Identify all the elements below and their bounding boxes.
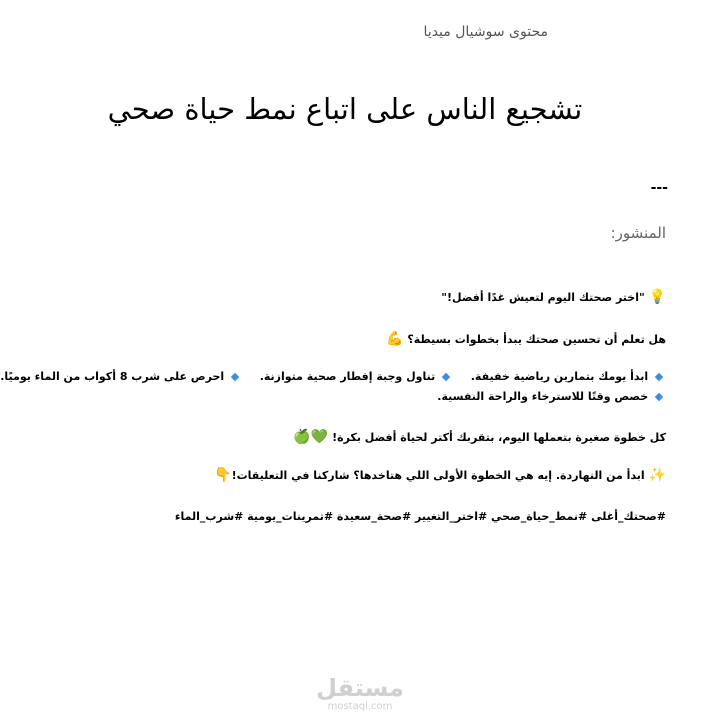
post-motivation-line <box>293 428 666 447</box>
post-cta-text: ابدأ من النهاردة. إيه هي الخطوة الأولى اللي هتاخدها؟ شاركنا في التعليقات! <box>231 469 645 482</box>
post-hashtags: #صحتك_أغلى #نمط_حياة_صحي #اختر_التغيير #صحة_سعيدة #تمرينات_يومية #شرب_الماء <box>174 510 666 523</box>
diamond-bullet-icon <box>655 372 663 380</box>
post-bullets-line-1 <box>0 368 666 386</box>
watermark-url: mostaql.com <box>327 701 393 712</box>
sparkles-icon: ✨ <box>648 467 666 483</box>
bullet-item: خصص وقتًا للاسترخاء والراحة النفسية. <box>437 390 649 403</box>
green-apple-icon: 🍏 <box>293 429 311 445</box>
bullet-item: ابدأ يومك بتمارين رياضية خفيفة. <box>470 370 649 383</box>
document-category: محتوى سوشيال ميديا <box>423 24 548 40</box>
diamond-bullet-icon <box>655 392 663 400</box>
green-heart-icon: 💚 <box>310 429 329 445</box>
post-quote-text: "اختر صحتك اليوم لتعيش غدًا أفضل!" <box>441 291 645 304</box>
post-quote-line <box>441 288 666 307</box>
pointing-down-icon: 👇 <box>214 467 232 483</box>
diamond-bullet-icon <box>442 372 450 380</box>
lightbulb-icon: 💡 <box>648 289 666 305</box>
post-cta-line <box>214 466 666 485</box>
post-label: المنشور: <box>610 224 666 242</box>
diamond-bullet-icon <box>231 372 239 380</box>
document-title: تشجيع الناس على اتباع نمط حياة صحي <box>107 92 583 126</box>
post-motivation-text: كل خطوة صغيرة بتعملها اليوم، بتقربك أكتر لحياة أفضل بكرة! <box>332 431 666 444</box>
post-question-text: هل تعلم أن تحسين صحتك يبدأ بخطوات بسيطة؟ <box>407 333 666 346</box>
post-bullets-line-2 <box>437 388 666 406</box>
separator: --- <box>650 180 668 196</box>
flexed-biceps-icon: 💪 <box>386 331 404 347</box>
watermark-logo <box>0 675 720 713</box>
watermark-arabic: مستقل <box>316 674 404 702</box>
post-question-line <box>386 330 666 349</box>
bullet-item: احرص على شرب 8 أكواب من الماء يوميًا. <box>0 370 225 383</box>
bullet-item: تناول وجبة إفطار صحية متوازنة. <box>259 370 436 383</box>
